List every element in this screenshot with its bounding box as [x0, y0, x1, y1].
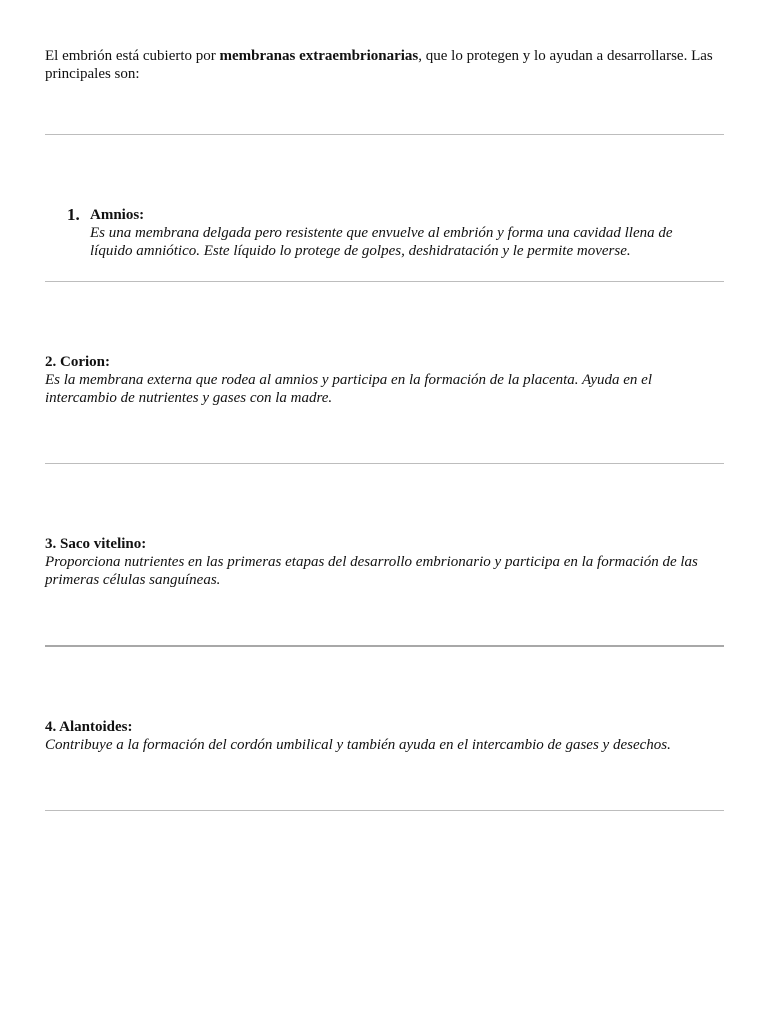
item-title: Amnios:	[90, 207, 145, 223]
list-number: 1.	[67, 205, 80, 224]
divider-5	[45, 810, 724, 811]
intro-text-after: , que lo protegen y lo ayudan a desarrollarse. Las principales son:	[45, 48, 713, 82]
intro-text-before: El embrión está cubierto por	[45, 48, 220, 64]
intro-bold-term: membranas extraembrionarias	[219, 48, 419, 64]
document-page	[45, 0, 724, 1024]
divider-2	[45, 281, 724, 282]
list-item-alantoides	[45, 718, 724, 754]
list-item-saco-vitelino	[45, 535, 724, 589]
list-item-corion	[45, 353, 724, 407]
divider-3	[45, 463, 724, 464]
item-title: 3. Saco vitelino:	[45, 536, 147, 552]
item-description: Proporciona nutrientes en las primeras etapas del desarrollo embrionario y participa en la formación de las primeras células sanguíneas.	[45, 554, 698, 588]
item-title: 2. Corion:	[45, 354, 110, 370]
divider-4	[45, 645, 724, 647]
item-description: Contribuye a la formación del cordón umbilical y también ayuda en el intercambio de gases y desechos.	[45, 737, 671, 753]
item-title: 4. Alantoides:	[45, 719, 133, 735]
item-description: Es una membrana delgada pero resistente que envuelve al embrión y forma una cavidad llena de líquido amniótico. Este líquido lo protege de golpes, deshidratación y le permite moverse.	[90, 225, 673, 259]
intro-paragraph	[45, 47, 724, 83]
list-item-amnios	[45, 206, 724, 260]
divider-1	[45, 134, 724, 135]
item-description: Es la membrana externa que rodea al amnios y participa en la formación de la placenta. Ayuda en el intercambio de nutrientes y gases con la madre.	[45, 372, 652, 406]
